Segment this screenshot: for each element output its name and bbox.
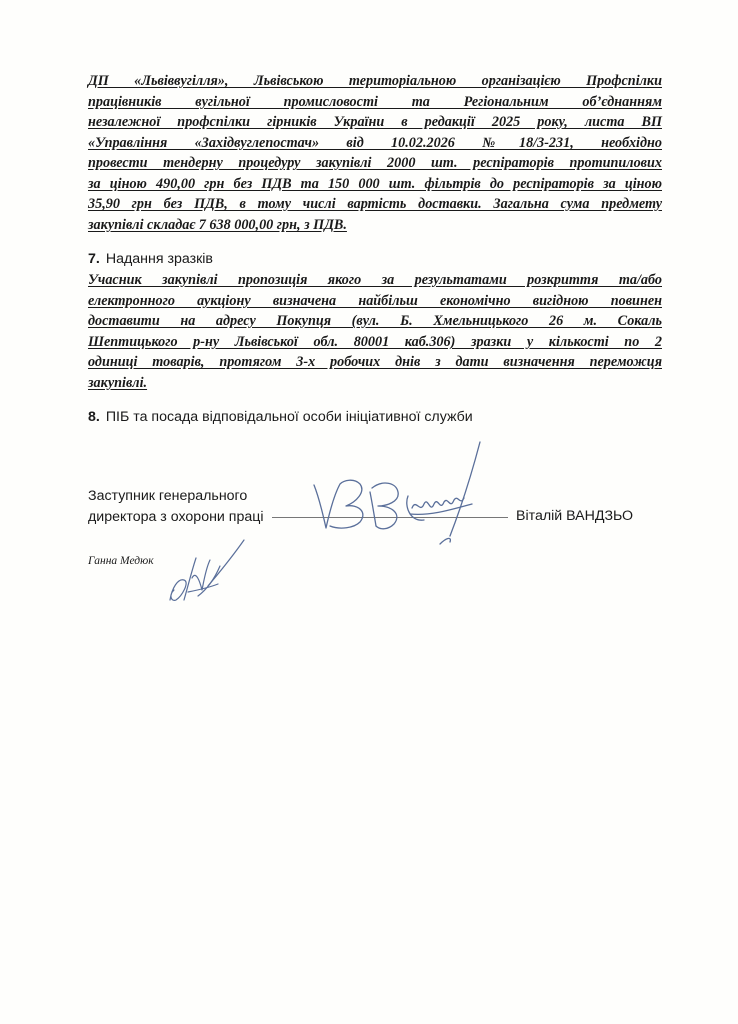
section-7-line: електронного аукціону визначена найбільш економічно вигідною повинен — [88, 293, 662, 309]
section-number: 8. — [88, 409, 100, 425]
position-line: Заступник генерального — [88, 488, 248, 504]
section-7-line: закупівлі. — [88, 375, 148, 391]
intro-line: незалежної профспілки гірників України в редакції 2025 року, листа ВП — [88, 114, 662, 130]
intro-line: за ціною 490,00 грн без ПДВ та 150 000 шт. фільтрів до респіраторів за ціною — [88, 176, 662, 192]
handwritten-signature — [300, 440, 500, 560]
section-8-heading — [88, 408, 473, 426]
intro-line: закупівлі складає 7 638 000,00 грн, з ПДВ. — [88, 217, 347, 233]
signatory-name: Віталій ВАНДЗЬО — [516, 508, 634, 524]
executor-signature — [162, 530, 252, 610]
intro-line: «Управління «Західвуглепостач» від 10.02.2026 №18/3-231, необхідно — [88, 135, 662, 151]
intro-line: 35,90 грн без ПДВ, в тому числі вартість доставки. Загальна сума предмету — [88, 196, 662, 212]
section-title: ПІБ та посада відповідальної особи ініціативної служби — [105, 409, 473, 425]
section-number: 7. — [88, 251, 100, 267]
section-title: Надання зразків — [105, 251, 213, 267]
position-line: директора з охорони праці — [88, 508, 264, 525]
section-7-heading — [88, 250, 213, 268]
executor-name: Ганна Медюк — [88, 555, 154, 567]
section-7-line: Шептицького р-ну Львівської обл. 80001 каб.306) зразки у кількості по 2 — [88, 334, 662, 350]
section-7-line: Учасник закупівлі пропозиція якого за результатами розкриття та/або — [88, 272, 662, 288]
section-7-line: доставити на адресу Покупця (вул. Б. Хмельницького 26 м. Сокаль — [88, 313, 662, 329]
intro-line: провести тендерну процедуру закупівлі 2000 шт. респіраторів протипилових — [88, 155, 662, 171]
intro-line: працівників вугільної промисловості та Регіональним об’єднанням — [88, 94, 662, 110]
signatory-position — [88, 486, 264, 527]
intro-line: ДП «Львіввугілля», Львівською територіальною організацією Профспілки — [88, 73, 662, 89]
section-7-line: одиниці товарів, протягом 3-х робочих днів з дати визначення переможця — [88, 354, 662, 370]
